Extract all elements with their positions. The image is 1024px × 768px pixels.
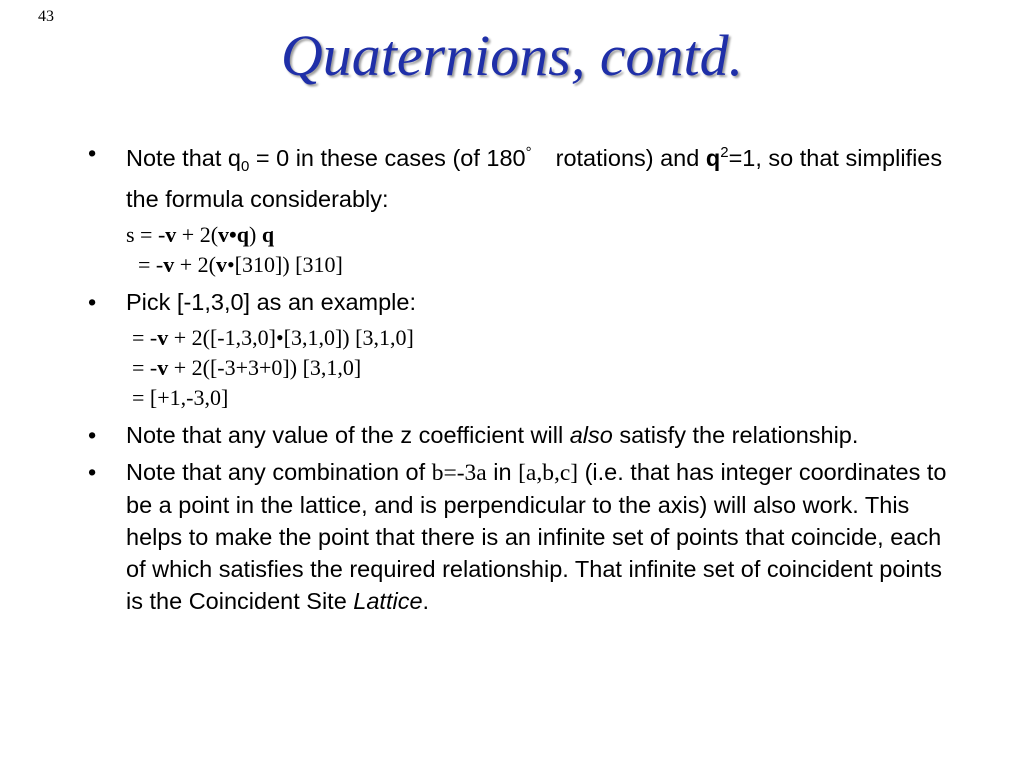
slide-body [88, 137, 948, 622]
slide-title: Quaternions, contd. [280, 23, 744, 88]
bullet-marker: • [88, 289, 97, 315]
degree-symbol: ° [525, 144, 532, 161]
bullet-item-3 [88, 419, 948, 451]
vector-v: v [157, 355, 169, 380]
text-run: Note that q [126, 145, 241, 171]
eq-text: + 2( [176, 222, 219, 247]
eq-text: + 2( [174, 252, 216, 277]
bullet-marker: • [88, 140, 97, 166]
vector-q: q [261, 222, 275, 247]
text-run: rotations) and [555, 145, 706, 171]
bullet-marker: • [88, 459, 97, 485]
bullet-4-text [126, 456, 948, 617]
eq-text: = - [132, 325, 158, 350]
dot-operator: • [229, 222, 237, 247]
eq-text: = - [138, 252, 164, 277]
bullet-3-text [126, 419, 948, 451]
bullet-item-2 [88, 286, 948, 318]
subscript-zero: 0 [240, 158, 250, 175]
eq-text: + 2([-3+3+0]) [3,1,0] [168, 355, 362, 380]
bullet-item-1 [88, 137, 948, 215]
superscript-two: 2 [720, 144, 729, 161]
vector-v: v [157, 325, 169, 350]
bold-q: q [705, 145, 721, 171]
equation-line: = [+1,-3,0] [132, 385, 229, 410]
text-run: Note that any value of the z coefficient will [126, 422, 570, 448]
bullet-1-text [126, 137, 948, 215]
text-run: =1, so that simplifies the formula considerably: [126, 145, 943, 212]
vector-v: v [218, 222, 230, 247]
bullet-2-text: Pick [-1,3,0] as an example: [126, 289, 416, 315]
bullet-item-4 [88, 456, 948, 617]
equation-line [88, 250, 948, 280]
vector-v: v [163, 252, 175, 277]
bullet-marker: • [88, 422, 97, 448]
serif-expression: [a,b,c] [518, 460, 579, 486]
text-run: . [422, 588, 430, 614]
eq-text: + 2([-1,3,0]•[3,1,0]) [3,1,0] [168, 325, 414, 350]
text-run: satisfy the relationship. [612, 422, 859, 448]
vector-v: v [215, 252, 227, 277]
eq-text: ) [248, 222, 262, 247]
text-run: in [486, 459, 519, 485]
text-run: Note that any combination of [126, 459, 432, 485]
eq-text: s = - [126, 222, 166, 247]
equation-line [88, 220, 948, 250]
text-run: (i.e. that has integer coordinates to be a point in the lattice, and is perpendicular to the axis) will also work. This helps to make the point that there is an infinite set of points that coincide, each of which satisfies the required relationship. That infinite set of coincident points is the Coincident Site [126, 459, 947, 614]
vector-v: v [165, 222, 177, 247]
serif-expression: b=-3a [431, 460, 487, 486]
slide-number: 43 [38, 8, 54, 25]
equation-line [88, 353, 948, 383]
vector-q: q [236, 222, 249, 247]
eq-text: •[310]) [310] [226, 252, 343, 277]
equation-line [88, 323, 948, 353]
italic-word: also [569, 422, 613, 448]
eq-text: = - [132, 355, 158, 380]
italic-word: Lattice [353, 588, 423, 614]
text-run: = 0 in these cases (of 180 [249, 145, 526, 171]
